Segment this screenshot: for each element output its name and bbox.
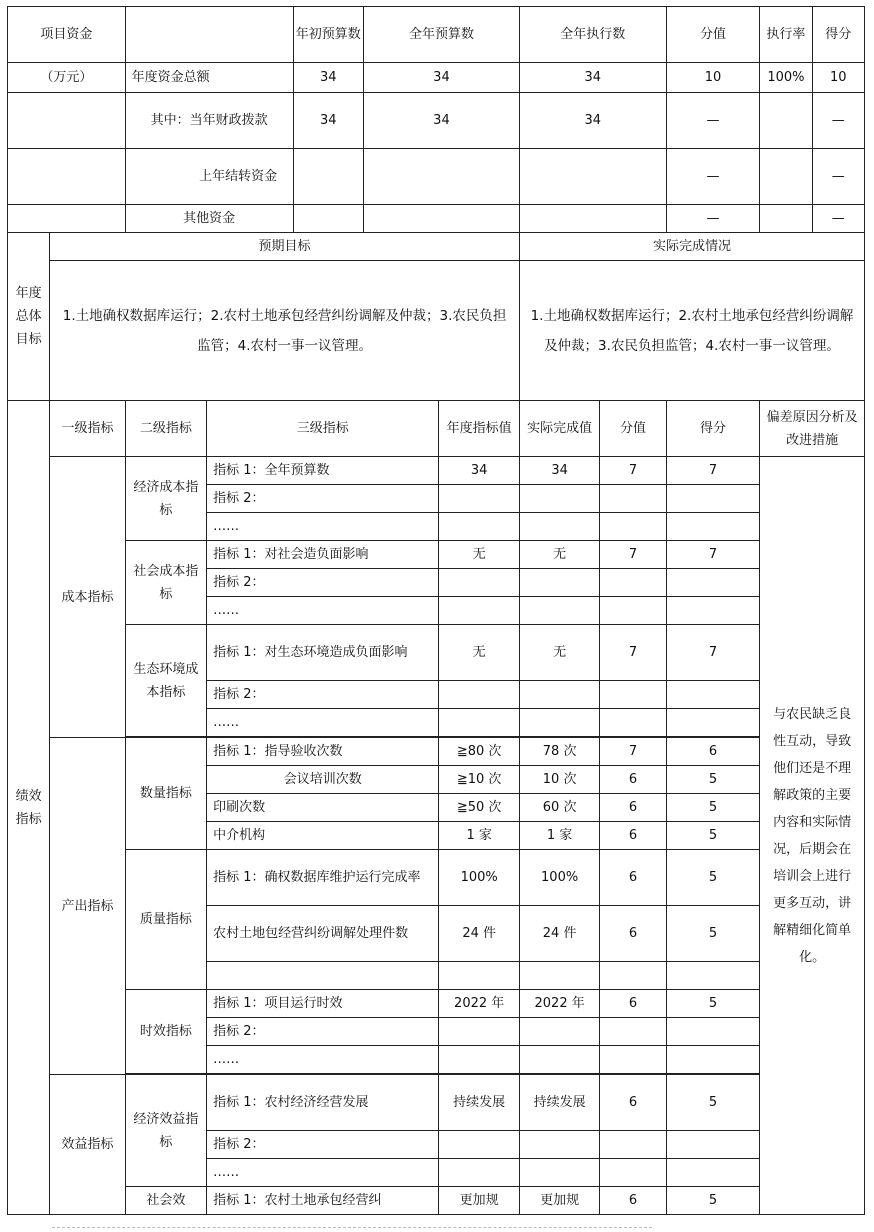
level1-header: 一级指标 — [50, 401, 125, 457]
level1-benefit: 效益指标 — [50, 1075, 125, 1215]
reason-header: 偏差原因分析及改进措施 — [760, 401, 865, 457]
table-row: 印刷次数 ≧50 次 60 次 6 5 — [8, 794, 865, 822]
level3-header: 三级指标 — [207, 401, 439, 457]
table-row: 时效指标 指标 1：项目运行时效 2022 年 2022 年 6 5 — [8, 990, 865, 1018]
annual-budget-header: 全年预算数 — [364, 7, 520, 63]
level2-quality: 质量指标 — [125, 850, 206, 990]
table-row: 指标 2： — [8, 485, 865, 513]
level2-economic-cost: 经济成本指标 — [125, 457, 206, 541]
perf-header-row — [8, 401, 865, 457]
table-row: 中介机构 1 家 1 家 6 5 — [8, 822, 865, 850]
score-header: 得分 — [812, 7, 864, 63]
level2-eco-cost: 生态环境成本指标 — [125, 625, 206, 737]
level2-header: 二级指标 — [125, 401, 206, 457]
level1-cost: 成本指标 — [50, 457, 125, 738]
level2-quantity: 数量指标 — [125, 738, 206, 850]
table-row: 成本指标 经济成本指标 指标 1：全年预算数 34 34 7 7 与农民缺乏良性互动，导致他们还是不理解政策的主要内容和实际情况，后期会在培训会上进行更多互动，讲解精细化简单化。 — [8, 457, 865, 485]
exec-rate-header: 执行率 — [760, 7, 812, 63]
expected-goal-text: 1.土地确权数据库运行；2.农村土地承包经营纠纷调解及仲裁；3.农民负担监管；4.农村一事一议管理。 — [50, 261, 520, 401]
goals-header-row — [8, 233, 865, 261]
table-row: 社会效 指标 1：农村土地承包经营纠 更加规 更加规 6 5 — [8, 1187, 865, 1215]
target-header: 年度指标值 — [439, 401, 519, 457]
page-edge-divider — [52, 1227, 652, 1228]
table-row: …… — [8, 1159, 865, 1187]
table-row: …… — [8, 597, 865, 625]
table-row: 指标 2： — [8, 1131, 865, 1159]
initial-budget-header: 年初预算数 — [293, 7, 363, 63]
table-row: 指标 2： — [8, 1018, 865, 1046]
table-row: 产出指标 数量指标 指标 1：指导验收次数 ≧80 次 78 次 7 6 — [8, 738, 865, 766]
table-row: …… — [8, 1046, 865, 1074]
table-row: 农村土地包经营纠纷调解处理件数 24 件 24 件 6 5 — [8, 906, 865, 962]
table-row: 社会成本指标 指标 1：对社会造负面影响 无 无 7 7 — [8, 541, 865, 569]
funding-row: 其他资金 — — — [8, 205, 865, 233]
table-row: 指标 2： — [8, 569, 865, 597]
level1-output: 产出指标 — [50, 738, 125, 1075]
annual-exec-header: 全年执行数 — [519, 7, 666, 63]
actual-result-text: 1.土地确权数据库运行；2.农村土地承包经营纠纷调解及仲裁；3.农民负担监管；4.农村一事一议管理。 — [519, 261, 864, 401]
project-funds-label: 项目资金 — [8, 7, 126, 63]
evaluation-table — [7, 6, 865, 1215]
level2-social-benefit: 社会效 — [125, 1187, 206, 1215]
table-row: 会议培训次数 ≧10 次 10 次 6 5 — [8, 766, 865, 794]
goals-content-row — [8, 261, 865, 401]
table-row: …… — [8, 709, 865, 737]
perf-indicators-label: 绩效指标 — [8, 401, 50, 1215]
expected-goal-header: 预期目标 — [50, 233, 520, 261]
reason-text: 与农民缺乏良性互动，导致他们还是不理解政策的主要内容和实际情况，后期会在培训会上进行更多互动，讲解精细化简单化。 — [760, 457, 865, 1215]
table-row: 效益指标 经济效益指标 指标 1：农村经济经营发展 持续发展 持续发展 6 5 — [8, 1075, 865, 1131]
table-row: …… — [8, 513, 865, 541]
funding-row: （万元） 年度资金总额 34 34 34 10 100% 10 — [8, 63, 865, 93]
table-row: 质量指标 指标 1：确权数据库维护运行完成率 100% 100% 6 5 — [8, 850, 865, 906]
table-row: 生态环境成本指标 指标 1：对生态环境造成负面影响 无 无 7 7 — [8, 625, 865, 681]
score-value-header: 分值 — [666, 7, 760, 63]
score-header: 得分 — [666, 401, 760, 457]
level2-social-cost: 社会成本指标 — [125, 541, 206, 625]
level2-timeliness: 时效指标 — [125, 990, 206, 1074]
actual-header: 实际完成值 — [519, 401, 599, 457]
actual-result-header: 实际完成情况 — [519, 233, 864, 261]
table-row: 指标 2： — [8, 681, 865, 709]
annual-goals-label: 年度总体目标 — [8, 233, 50, 401]
level2-economic-benefit: 经济效益指标 — [125, 1075, 206, 1187]
funding-row: 其中：当年财政拨款 34 34 34 — — — [8, 93, 865, 149]
unit-label: （万元） — [8, 63, 126, 93]
funding-row: 上年结转资金 — — — [8, 149, 865, 205]
funding-header-row — [8, 7, 865, 63]
value-header: 分值 — [600, 401, 666, 457]
